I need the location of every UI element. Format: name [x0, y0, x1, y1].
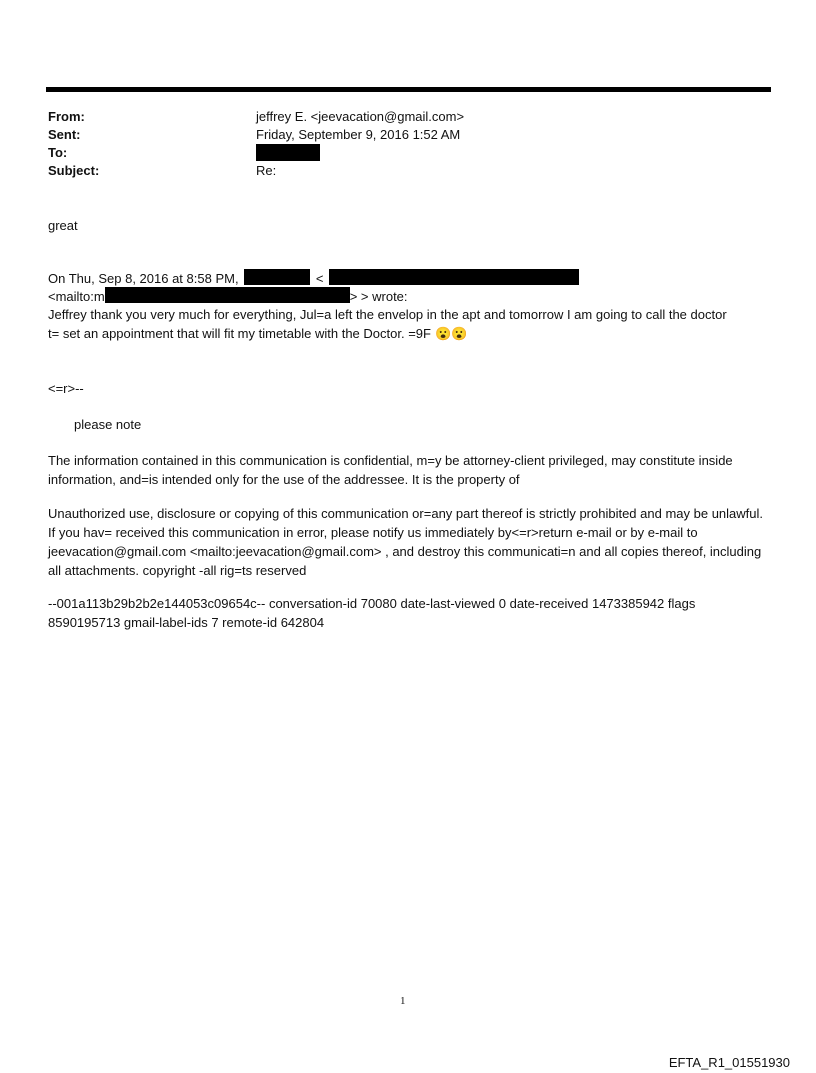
- sent-label: Sent:: [48, 127, 81, 142]
- astonished-face-icon: 😮😮: [434, 326, 468, 341]
- quote-line-1: Jeffrey thank you very much for everything, Jul=a left the envelop in the apt and tomorrow I am going to call the doctor: [48, 307, 727, 322]
- confidentiality-paragraph: The information contained in this communication is confidential, m=y be attorney-client privileged, may constitute inside information, and=is intended only for the use of the addressee. It is the property of: [48, 453, 733, 487]
- redaction-box: [329, 269, 579, 285]
- mailto-line: [48, 287, 408, 306]
- redaction-box: [105, 287, 350, 303]
- sent-row: [48, 126, 461, 144]
- subject-row: [48, 162, 277, 180]
- from-row: [48, 108, 465, 126]
- separator-text: <=r>--: [48, 381, 84, 396]
- quote-line-2: [48, 324, 467, 343]
- from-label: From:: [48, 109, 85, 124]
- to-value-redacted: [256, 144, 320, 162]
- from-value: jeffrey E. <jeevacation@gmail.com>: [256, 109, 465, 124]
- reply-text: great: [48, 218, 78, 233]
- subject-value: Re:: [256, 163, 277, 178]
- quote-intro: [48, 269, 579, 288]
- redaction-box: [244, 269, 310, 285]
- to-row: [48, 144, 67, 162]
- header-rule: [46, 87, 771, 92]
- mailto-end: > > wrote:: [349, 289, 408, 304]
- unauthorized-use-paragraph: Unauthorized use, disclosure or copying of this communication or=any part thereof is strictly prohibited and may be unlawful. If you hav= received this communication in error, please notify us immediately by<=r>return e-mail or by e-mail to jeevacation@gmail.com <mailto:jeevacation@gmail.com> , and destroy this communicati=n and all copies thereof, including all attachments. copyright -all rig=ts reserved: [48, 506, 764, 578]
- please-note: please note: [74, 417, 142, 432]
- redaction-box: [256, 144, 320, 161]
- page-number: 1: [400, 995, 406, 1007]
- quote-intro-lt: <: [315, 271, 324, 286]
- bates-number: EFTA_R1_01551930: [668, 1055, 790, 1070]
- message-metadata: --001a113b29b2b2e144053c09654c-- conversation-id 70080 date-last-viewed 0 date-received 1473385942 flags 8590195713 gmail-label-ids 7 remote-id 642804: [48, 596, 696, 630]
- quote-line-2-text: t= set an appointment that will fit my timetable with the Doctor. =9F: [48, 326, 431, 341]
- mailto-start: <mailto:m: [48, 289, 105, 304]
- subject-label: Subject:: [48, 163, 100, 178]
- to-label: To:: [48, 145, 68, 160]
- sent-value: Friday, September 9, 2016 1:52 AM: [256, 127, 461, 142]
- quote-intro-text: On Thu, Sep 8, 2016 at 8:58 PM,: [48, 271, 239, 286]
